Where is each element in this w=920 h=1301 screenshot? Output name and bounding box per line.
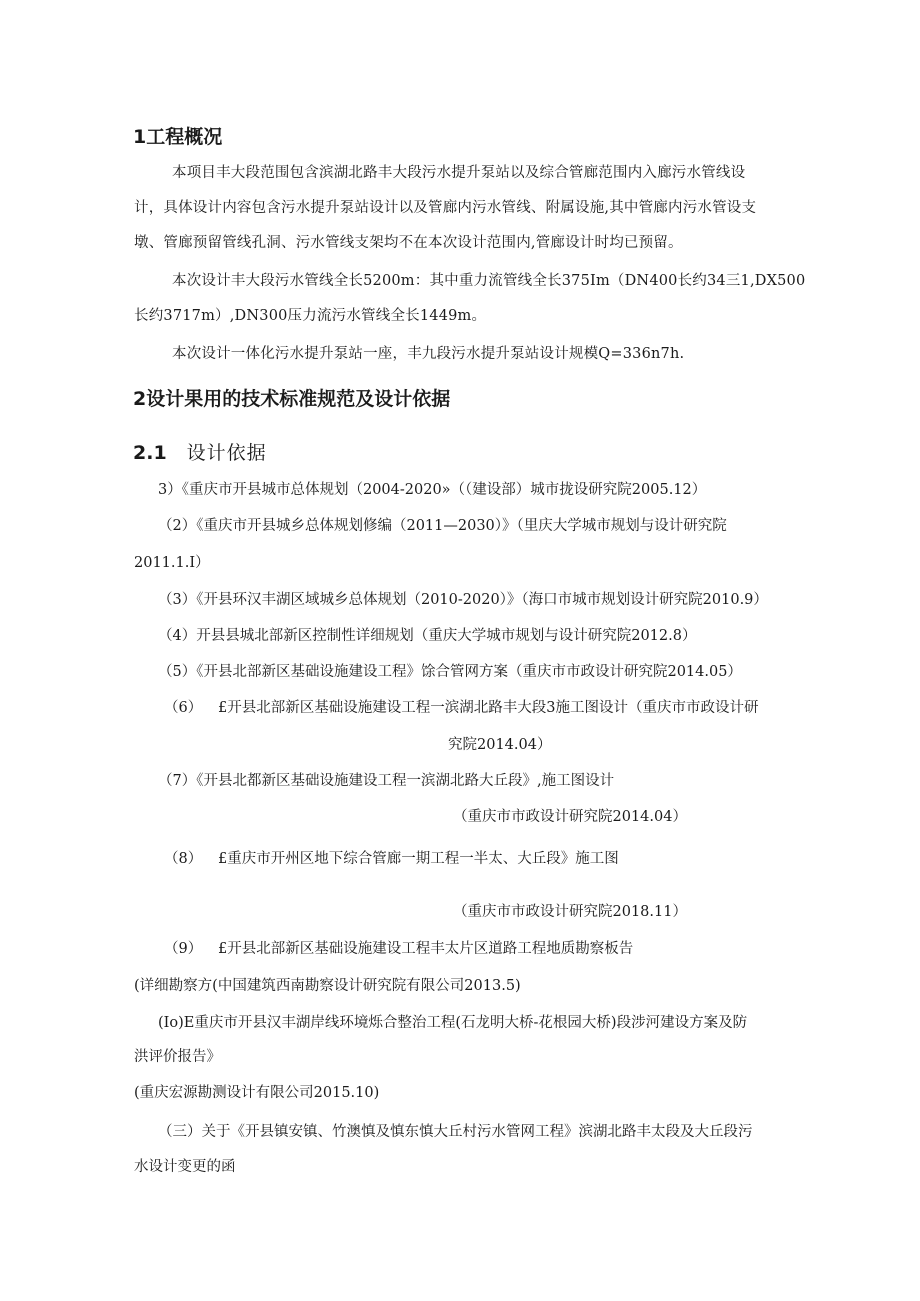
reference-item: £重庆市开州区地下综合管廊一期工程一半太、大丘段》施工图 [218,851,619,867]
reference-number: （6） [164,700,203,716]
reference-item: 3）《重庆市开县城市总体规划（2004-2020»（（建设部）城市拢设研究院2005.12） [158,482,707,498]
reference-item: 2011.1.I） [134,555,210,571]
reference-item: （3）《开县环汉丰湖区域城乡总体规划（2010-2020）》（海口市城市规划设计研究院2010.9） [158,592,768,608]
reference-item: （重庆市市政设计研究院2014.04） [453,809,687,825]
reference-item: （2）《重庆市开县城乡总体规划修编（2011—2030）》（里庆大学城市规划与设计研究院 [158,518,727,534]
subsection-2-1-heading [133,440,267,466]
subsection-number: 2.1 [133,442,167,464]
section-1-para-3: 本次设计一体化污水提升泵站一座，丰九段污水提升泵站设计规模Q=336n7h. [172,346,685,362]
reference-item: (详细勘察方(中国建筑西南勘察设计研究院有限公司2013.5) [134,978,521,994]
section-2-heading: 2设计果用的技术标准规范及设计依据 [133,388,451,410]
reference-item: （三）关于《开县镇安镇、竹澳慎及慎东慎大丘村污水管网工程》滨湖北路丰太段及大丘段污 [158,1124,753,1140]
reference-number: （9） [164,941,203,957]
reference-item: 究院2014.04） [448,737,552,753]
reference-item: (Io)E重庆市开县汉丰湖岸线环境烁合整治工程(石龙明大桥-花根园大桥)段涉河建设方案及防 [158,1015,748,1031]
section-1-para-2-line-1: 本次设计丰大段污水管线全长5200m：其中重力流管线全长375Im（DN400长约34三1,DX500 [172,273,806,289]
reference-item: （重庆市市政设计研究院2018.11） [453,904,687,920]
section-1-para-1-line-3: 墩、管廊预留管线孔洞、污水管线支架均不在本次设计范围内,管廊设计时均已预留。 [134,235,683,251]
reference-item: 洪评价报告》 [134,1049,221,1065]
section-1-heading: 1工程概况 [133,126,223,148]
subsection-title: 设计依据 [186,442,267,464]
reference-item: 水设计变更的函 [134,1159,236,1175]
reference-item: £开县北部新区基础设施建设工程一滨湖北路丰大段3施工图设计（重庆市市政设计研 [218,700,759,716]
section-1-para-2-line-2: 长约3717m）,DN300压力流污水管线全长1449m。 [134,308,487,324]
section-1-para-1-line-1: 本项目丰大段范围包含滨湖北路丰大段污水提升泵站以及综合管廊范围内入廊污水管线设 [172,165,746,181]
reference-item: （4）开县县城北部新区控制性详细规划（重庆大学城市规划与设计研究院2012.8） [158,628,697,644]
reference-item: （7）《开县北都新区基础设施建设工程一滨湖北路大丘段》,施工图设计 [158,773,615,789]
reference-item: （5）《开县北部新区基础设施建设工程》馀合管网方案（重庆市市政设计研究院2014.05） [158,664,742,680]
reference-number: （8） [164,851,203,867]
reference-item: £开县北部新区基础设施建设工程丰太片区道路工程地质勘察板告 [218,941,634,957]
reference-item: (重庆宏源勘测设计有限公司2015.10) [134,1085,380,1101]
section-1-para-1-line-2: 计，具体设计内容包含污水提升泵站设计以及管廊内污水管线、附属设施,其中管廊内污水管设支 [134,200,757,216]
